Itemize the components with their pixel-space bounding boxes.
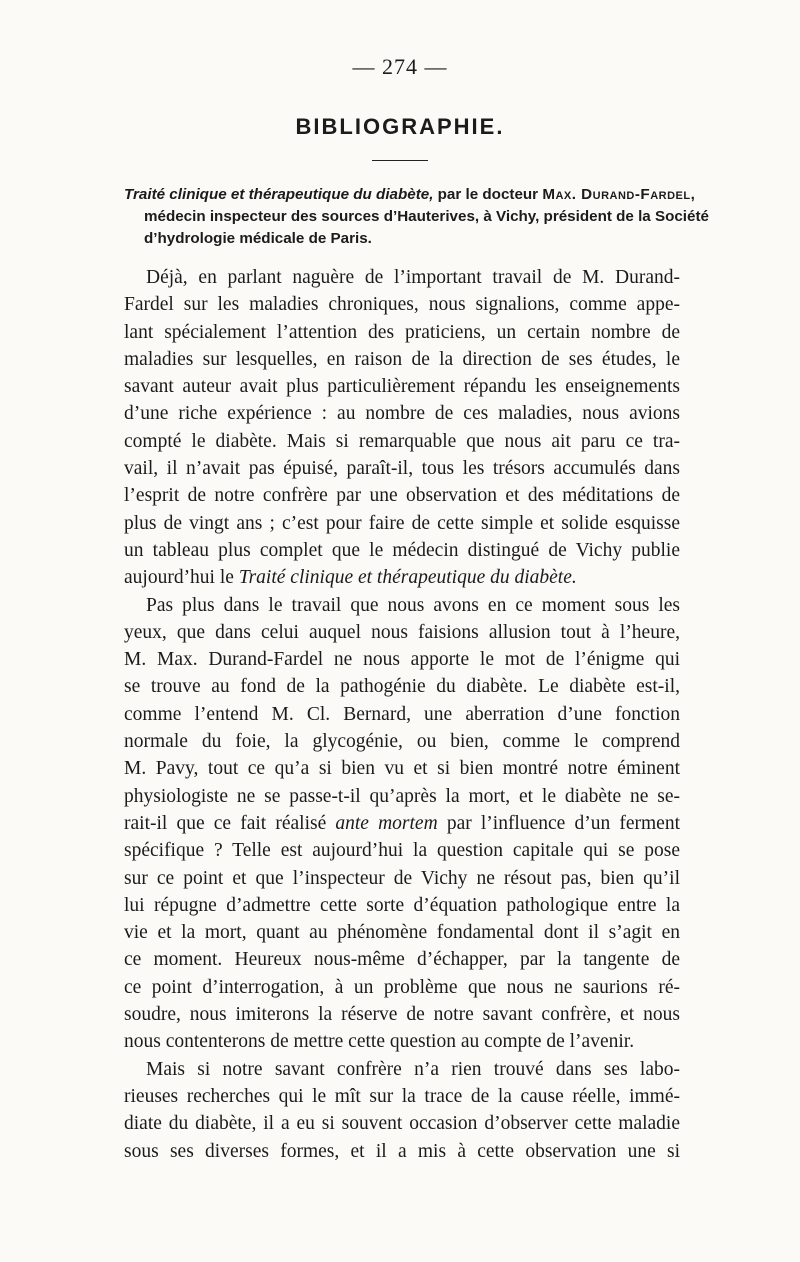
body-line: vail, il n’avait pas épuisé, paraît-il, tous les trésors accumulés dans: [124, 458, 680, 480]
body-line: rieuses recherches qui le mît sur la trace de la cause réelle, immé-: [124, 1085, 680, 1107]
cited-author: Max. Durand-Fardel,: [542, 186, 696, 203]
body-line: vie et la mort, quant au phénomène fondamental dont il s’agit en: [124, 922, 680, 944]
body-line: plus de vingt ans ; c’est pour faire de cette simple et solide esquisse: [124, 512, 680, 534]
body-line: nous contenterons de mettre cette question au compte de l’avenir.: [124, 1031, 635, 1053]
title-divider: [372, 160, 428, 161]
body-line: M. Max. Durand-Fardel ne nous apporte le mot de l’énigme qui: [124, 649, 680, 671]
body-line: Mais si notre savant confrère n’a rien trouvé dans ses labo-: [146, 1058, 680, 1080]
bibliographic-citation: [124, 184, 709, 250]
body-line: l’esprit de notre confrère par une observation et des méditations de: [124, 485, 680, 507]
cited-book-title: Traité clinique et thérapeutique du diabète,: [124, 186, 434, 203]
body-line: ce point d’interrogation, à un problème que nous ne saurions ré-: [124, 976, 680, 998]
section-title: BIBLIOGRAPHIE.: [295, 114, 505, 139]
body-line: un tableau plus complet que le médecin distingué de Vichy publie: [124, 539, 680, 561]
body-line: lant spécialement l’attention des praticiens, un certain nombre de: [124, 321, 680, 343]
body-line: Déjà, en parlant naguère de l’important travail de M. Durand-: [146, 267, 680, 288]
body-line: Pas plus dans le travail que nous avons en ce moment sous les: [146, 594, 680, 616]
body-line-text: rait-il que ce fait réalisé: [124, 812, 336, 834]
body-line: physiologiste ne se passe-t-il qu’après la mort, et le diabète ne se-: [124, 785, 680, 807]
body-line: sous ses diverses formes, et il a mis à cette observation une si: [124, 1140, 680, 1162]
page-number: — 274 —: [352, 54, 448, 79]
body-line: soudre, nous imiterons la réserve de notre savant confrère, et nous: [124, 1004, 680, 1026]
body-line: compté le diabète. Mais si remarquable que nous ait paru ce tra-: [124, 430, 680, 452]
citation-line-1: [124, 184, 696, 206]
body-line: diate du diabète, il a eu si souvent occasion d’observer cette maladie: [124, 1113, 680, 1135]
body-line: Fardel sur les maladies chroniques, nous signalions, comme appe-: [124, 294, 680, 316]
body-line: d’une riche expérience : au nombre de ces maladies, nous avions: [124, 403, 680, 425]
body-line-text: par l’influence d’un ferment: [437, 812, 680, 834]
latin-phrase-italic: ante mortem: [335, 812, 438, 834]
body-line: [124, 810, 680, 837]
body-line: M. Pavy, tout ce qu’a si bien vu et si bien montré notre éminent: [124, 758, 680, 780]
body-line: comme l’entend M. Cl. Bernard, une aberration d’une fonction: [124, 703, 680, 725]
body-line: maladies sur lesquelles, en raison de la direction de ses études, le: [124, 348, 680, 370]
body-line: lui répugne d’admettre cette sorte d’équation pathologique entre la: [124, 894, 680, 916]
cited-title-italic: Traité clinique et thérapeutique du diabète.: [238, 567, 577, 589]
body-line: normale du foie, la glycogénie, ou bien, comme le comprend: [124, 731, 680, 753]
citation-line-3: d’hydrologie médicale de Paris.: [144, 230, 372, 247]
citation-line-2: médecin inspecteur des sources d’Hauterives, à Vichy, président de la Société: [144, 208, 709, 225]
body-text: [124, 264, 680, 1165]
citation-by: par le docteur: [433, 186, 543, 203]
body-line-text: aujourd’hui le: [124, 567, 239, 589]
body-line: se trouve au fond de la pathogénie du diabète. Le diabète est-il,: [124, 676, 680, 698]
body-line: spécifique ? Telle est aujourd’hui la question capitale qui se pose: [124, 840, 680, 862]
body-line: sur ce point et que l’inspecteur de Vichy ne résout pas, bien qu’il: [124, 867, 680, 889]
body-line: savant auteur avait plus particulièrement répandu les enseignements: [124, 376, 680, 398]
body-line: ce moment. Heureux nous-même d’échapper, par la tangente de: [124, 949, 680, 971]
body-line: [124, 564, 680, 591]
body-line: yeux, que dans celui auquel nous faisions allusion tout à l’heure,: [124, 621, 680, 643]
